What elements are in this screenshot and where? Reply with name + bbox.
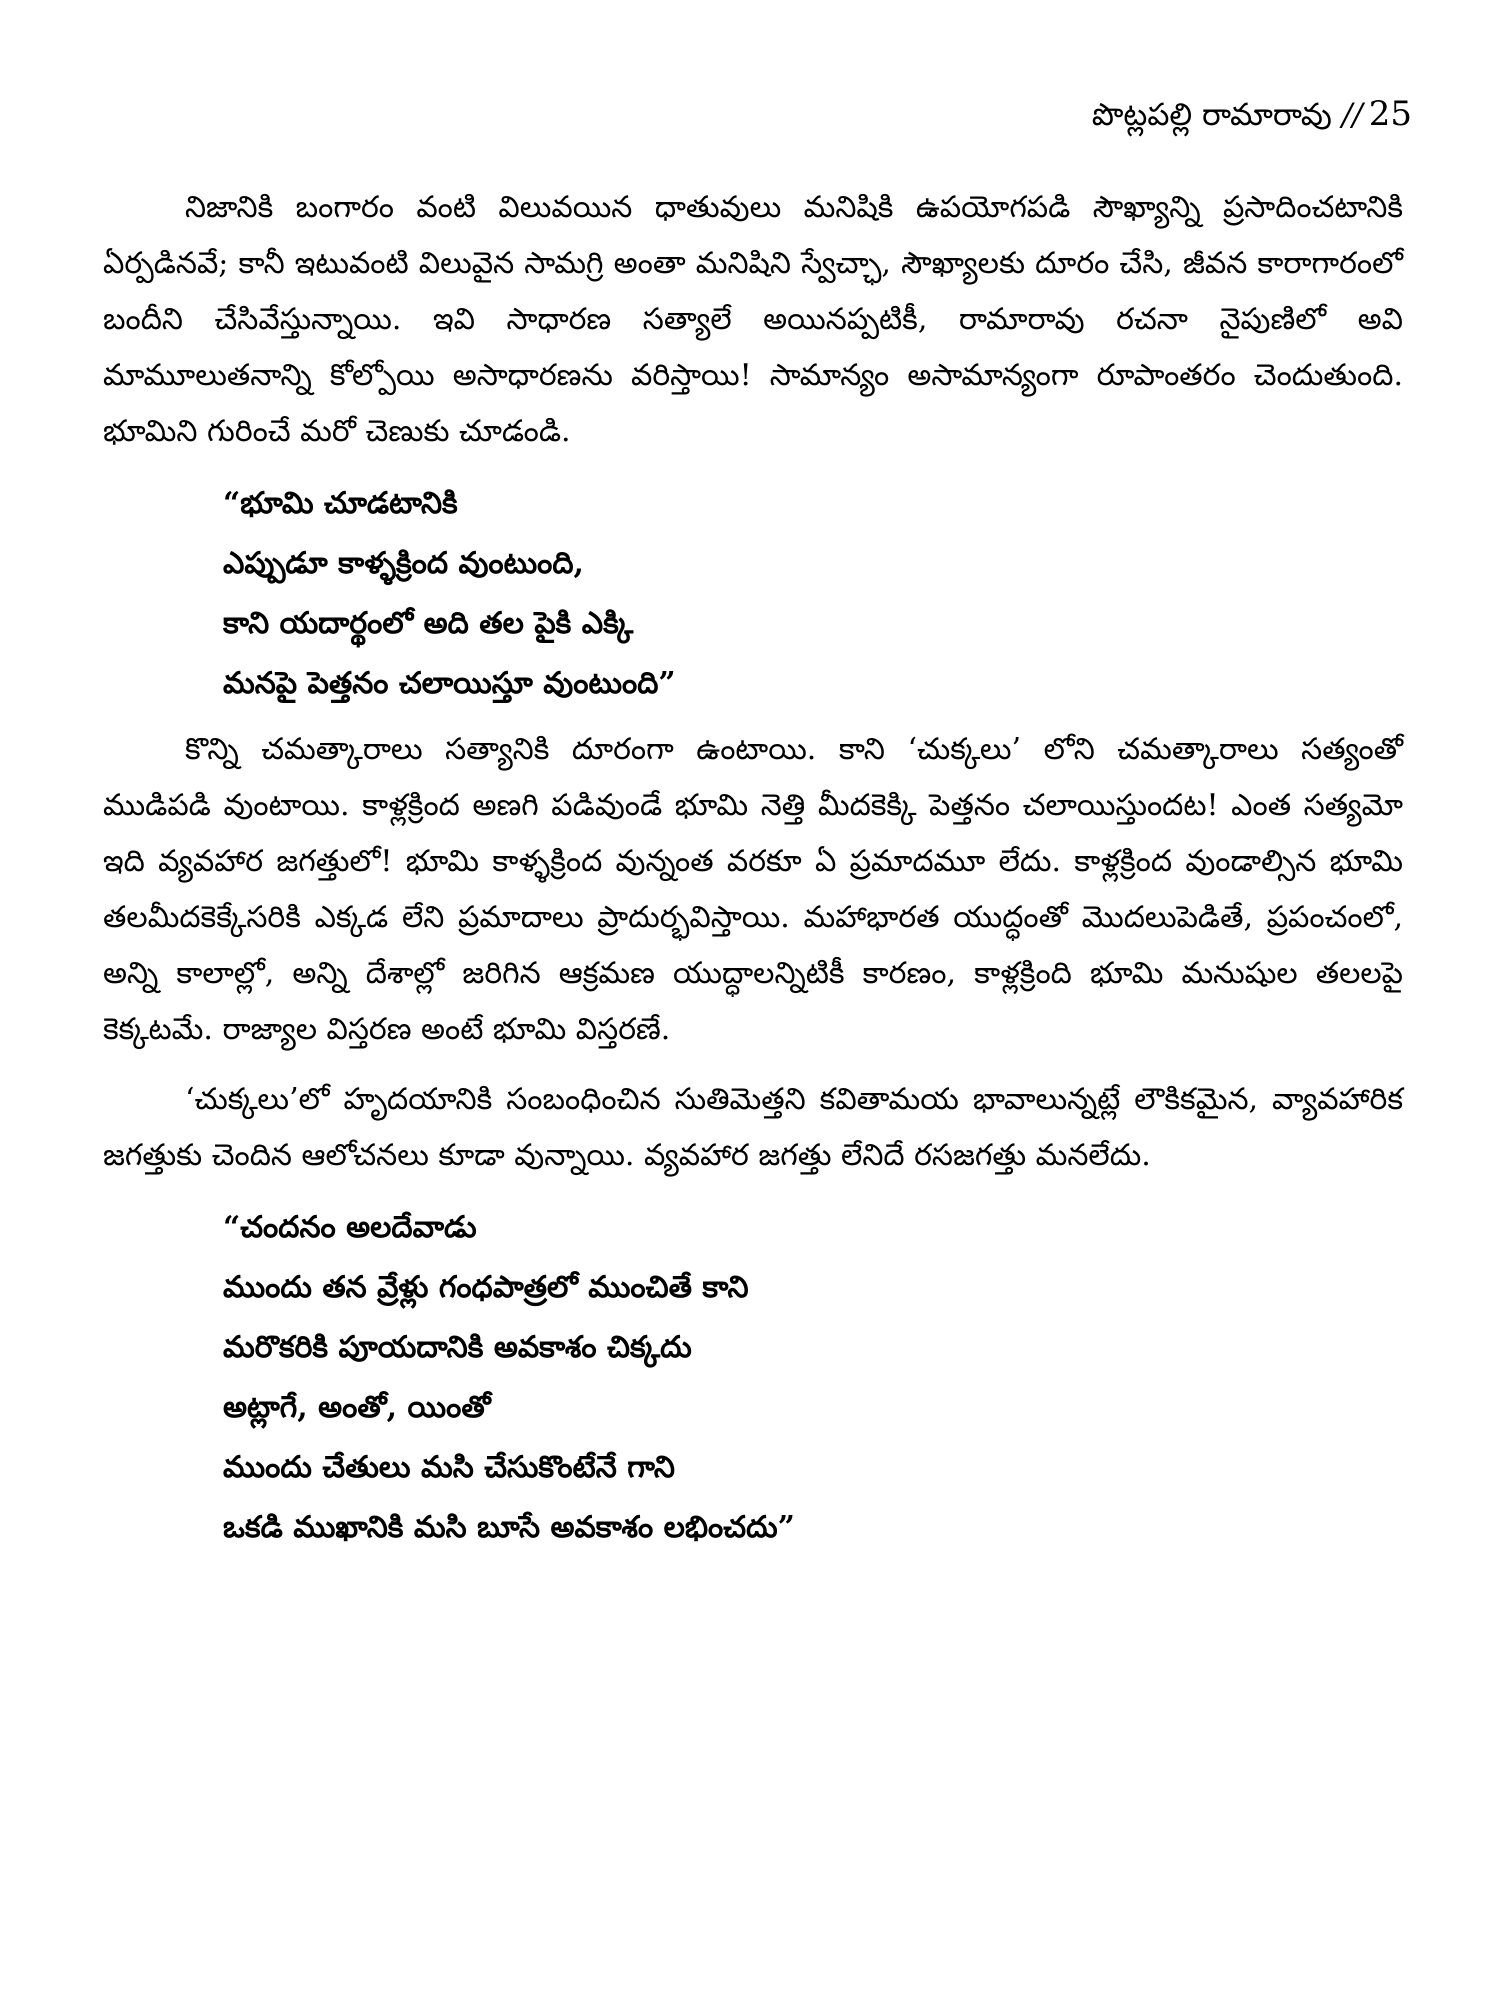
paragraph-3: ‘చుక్కలు’లో హృదయానికి సంబంధించిన సుతిమెత్తని కవితామయ భావాలున్నట్లే లౌకికమైన, వ్యావహారిక జగత్తుకు చెందిన ఆలోచనలు కూడా వున్నాయి. వ్యవహార జగత్తు లేనిదే రసజగత్తు మనలేదు. bbox=[103, 1082, 1403, 1173]
paragraph-1: నిజానికి బంగారం వంటి విలువయిన ధాతువులు మనిషికి ఉపయోగపడి సౌఖ్యాన్ని ప్రసాదించటానికి ఏర్పడినవే; కానీ ఇటువంటి విలువైన సామగ్రి అంతా మనిషిని స్వేచ్ఛా, సౌఖ్యాలకు దూరం చేసి, జీవన కారాగారంలో బందీని చేసివేస్తున్నాయి. ఇవి సాధారణ సత్యాలే అయినప్పటికీ, రామారావు రచనా నైపుణిలో అవి మామూలుతనాన్ని కోల్పోయి అసాధారణను వరిస్తాయి! సామాన్యం అసామాన్యంగా రూపాంతరం చెందుతుంది. భూమిని గురించే మరో చెణుకు చూడండి. bbox=[103, 190, 1403, 449]
verse-line: ముందు తన వ్రేళ్లు గంధపాత్రలో ముంచితే కాని bbox=[223, 1270, 749, 1305]
paragraph-2: కొన్ని చమత్కారాలు సత్యానికి దూరంగా ఉంటాయి. కాని ‘చుక్కలు’ లోని చమత్కారాలు సత్యంతో ముడిపడి వుంటాయి. కాళ్లక్రింద అణగి పడివుండే భూమి నెత్తి మీదకెక్కి పెత్తనం చలాయిస్తుందట! ఎంత సత్యమో ఇది వ్యవహార జగత్తులో! భూమి కాళ్ళక్రింద వున్నంత వరకూ ఏ ప్రమాదమూ లేదు. కాళ్లక్రింద వుండాల్సిన భూమి తలమీదకెక్కేసరికి ఎక్కడ లేని ప్రమాదాలు ప్రాదుర్భవిస్తాయి. మహాభారత యుద్ధంతో మొదలుపెడితే, ప్రపంచంలో, అన్ని కాలాల్లో, అన్ని దేశాల్లో జరిగిన ఆక్రమణ యుద్ధాలన్నిటికీ కారణం, కాళ్లక్రింది భూమి మనుషుల తలలపై కెక్కటమే. రాజ్యాల విస్తరణ అంటే భూమి విస్తరణే. bbox=[103, 732, 1403, 1047]
verse-line: మరొకరికి పూయదానికి అవకాశం చిక్కదు bbox=[223, 1330, 692, 1365]
paragraph-gap bbox=[103, 1058, 1403, 1072]
header-separator: // bbox=[1341, 97, 1363, 133]
verse-line: “భూమి చూడటానికి bbox=[223, 486, 458, 521]
verse-line: ఎప్పుడూ కాళ్ళక్రింద వుంటుంది, bbox=[223, 546, 584, 581]
page-body bbox=[103, 180, 1403, 1566]
verse-line: “చందనం అలదేవాడు bbox=[223, 1210, 477, 1245]
header-author: పొట్లపల్లి రామారావు bbox=[1091, 97, 1332, 133]
verse-line: అట్లాగే, అంతో, యింతో bbox=[223, 1390, 491, 1425]
verse-line: కాని యదార్థంలో అది తల పైకి ఎక్కి bbox=[223, 606, 634, 641]
verse-quote-1 bbox=[223, 474, 1403, 714]
verse-line: ఒకడి ముఖానికి మసి బూసే అవకాశం లభించదు” bbox=[223, 1510, 795, 1545]
verse-line: ముందు చేతులు మసి చేసుకొంటేనే గాని bbox=[223, 1450, 675, 1485]
verse-quote-2 bbox=[223, 1198, 1403, 1558]
page-number: 25 bbox=[1368, 94, 1412, 134]
verse-line: మనపై పెత్తనం చలాయిస్తూ వుంటుంది” bbox=[223, 666, 676, 701]
running-header bbox=[1092, 92, 1412, 137]
